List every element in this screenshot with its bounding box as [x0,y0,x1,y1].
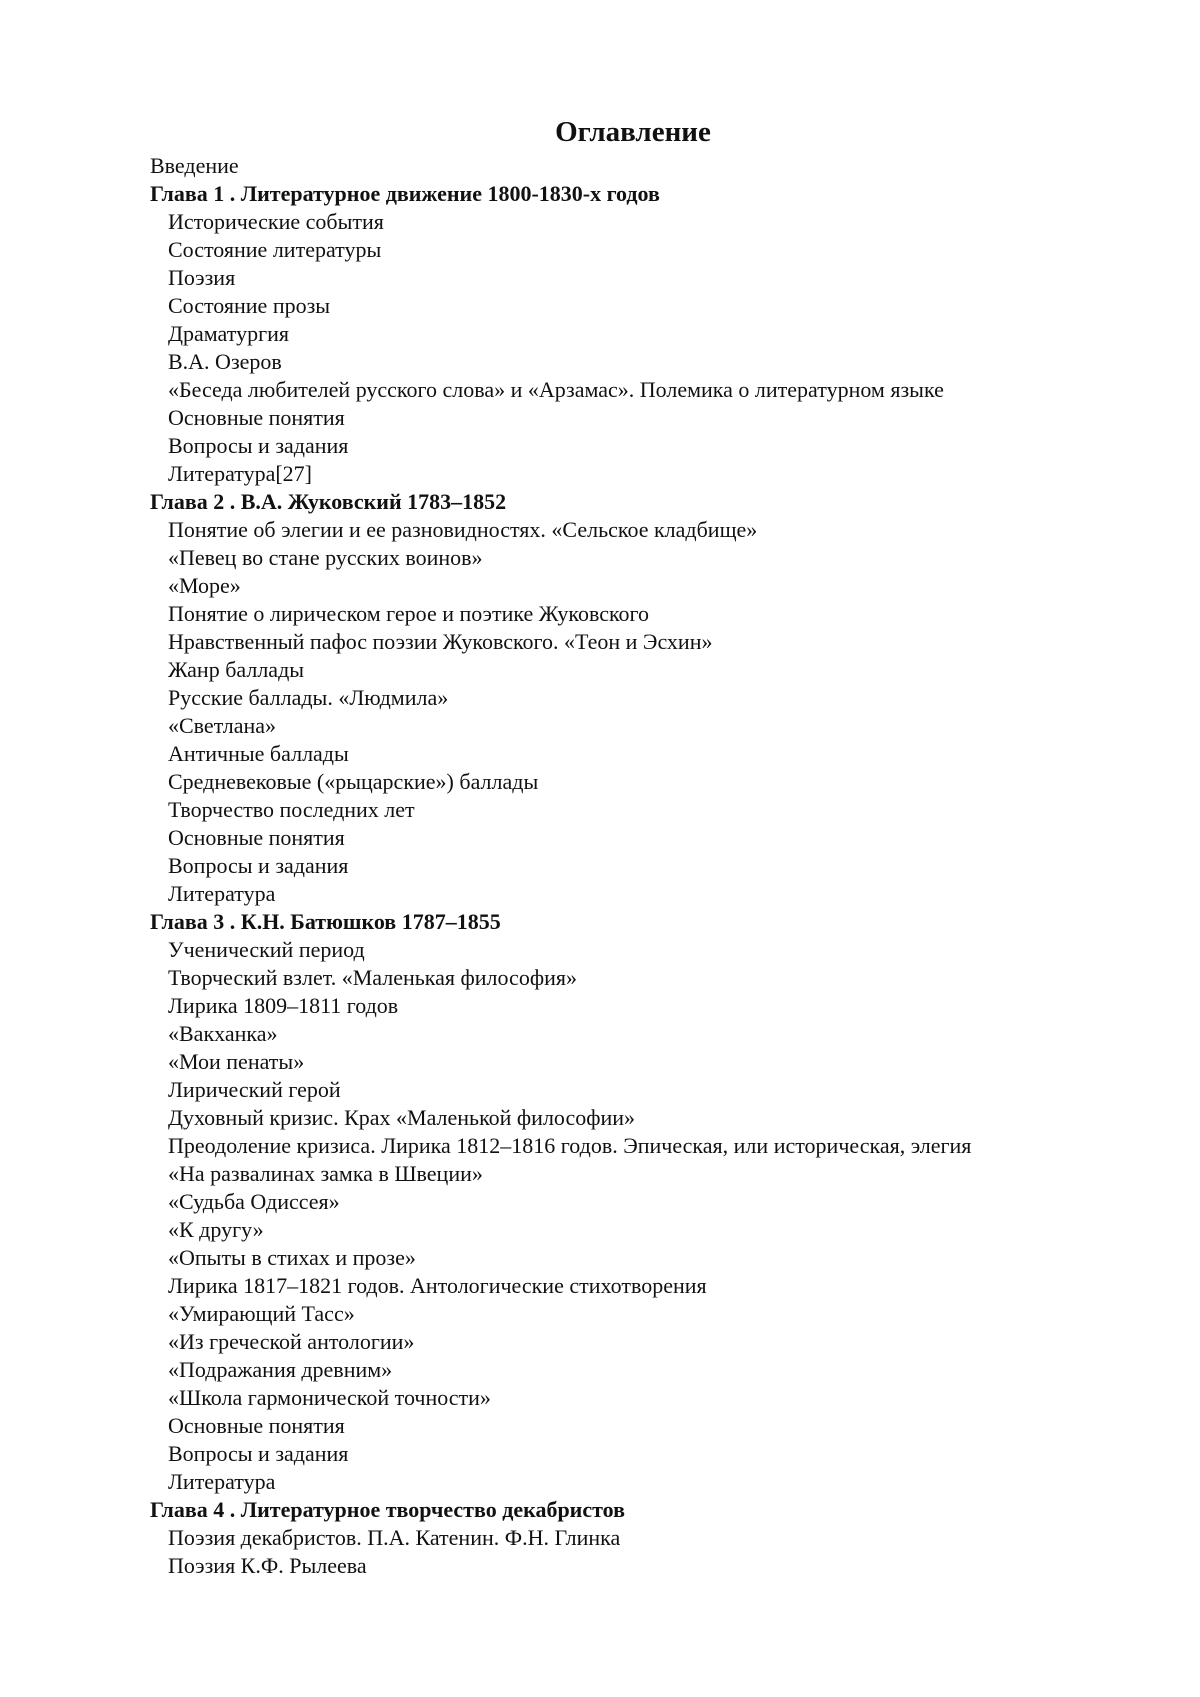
toc-section-link[interactable]: Состояние прозы [168,293,331,318]
toc-section-link[interactable]: «Школа гармонической точности» [168,1385,491,1410]
toc-section-link[interactable]: Поэзия К.Ф. Рылеева [168,1553,367,1578]
toc-section-link[interactable]: Духовный кризис. Крах «Маленькой философии» [168,1105,636,1130]
toc-section-link[interactable]: «Из греческой антологии» [168,1329,415,1354]
toc-section-link[interactable]: Основные понятия [168,825,345,850]
toc-section-link[interactable]: Литература [168,881,276,906]
toc-section-link[interactable]: Творчество последних лет [168,797,415,822]
toc-chapter-link[interactable]: Глава 3 . К.Н. Батюшков 1787–1855 [150,909,501,934]
toc-section-link[interactable]: «Беседа любителей русского слова» и «Арзамас». Полемика о литературном языке [168,377,944,402]
toc-chapter-link[interactable]: Глава 2 . В.А. Жуковский 1783–1852 [150,489,507,514]
toc-chapter-link[interactable]: Глава 1 . Литературное движение 1800-1830-х годов [150,181,660,206]
toc-section-link[interactable]: «Певец во стане русских воинов» [168,545,483,570]
table-of-contents [150,152,1150,1580]
toc-section-link[interactable]: «Море» [168,573,241,598]
toc-section-link[interactable]: Основные понятия [168,1413,345,1438]
toc-section-link[interactable]: Русские баллады. «Людмила» [168,685,449,710]
toc-section-link[interactable]: «Умирающий Тасс» [168,1301,355,1326]
toc-section-link[interactable]: Преодоление кризиса. Лирика 1812–1816 годов. Эпическая, или историческая, элегия [168,1133,972,1158]
toc-section-link[interactable]: Драматургия [168,321,289,346]
toc-section-link[interactable]: «Мои пенаты» [168,1049,305,1074]
toc-section-link[interactable]: Вопросы и задания [168,853,349,878]
toc-section-link[interactable]: Античные баллады [168,741,349,766]
toc-section-link[interactable]: Лирика 1817–1821 годов. Антологические стихотворения [168,1273,707,1298]
toc-section-link[interactable]: Вопросы и задания [168,1441,349,1466]
toc-section-link[interactable]: Основные понятия [168,405,345,430]
toc-section-link[interactable]: «Подражания древним» [168,1357,393,1382]
toc-section-link[interactable]: Ученический период [168,937,365,962]
toc-chapter-link[interactable]: Глава 4 . Литературное творчество декабристов [150,1497,625,1522]
page-title: Оглавление [555,116,711,148]
toc-section-link[interactable]: Литература[27] [168,461,313,486]
toc-section-link[interactable]: «Вакханка» [168,1021,278,1046]
toc-section-link[interactable]: «Судьба Одиссея» [168,1189,340,1214]
toc-section-link[interactable]: Нравственный пафос поэзии Жуковского. «Теон и Эсхин» [168,629,713,654]
toc-section-link[interactable]: Лирический герой [168,1077,341,1102]
toc-section-link[interactable]: Лирика 1809–1811 годов [168,993,399,1018]
toc-section-link[interactable]: Понятие об элегии и ее разновидностях. «Сельское кладбище» [168,517,758,542]
toc-section-link[interactable]: Исторические события [168,209,384,234]
toc-section-link[interactable]: «К другу» [168,1217,264,1242]
toc-section-link[interactable]: Понятие о лирическом герое и поэтике Жуковского [168,601,650,626]
toc-section-link[interactable]: Поэзия декабристов. П.А. Катенин. Ф.Н. Глинка [168,1525,621,1550]
toc-section-link[interactable]: Состояние литературы [168,237,382,262]
toc-section-link[interactable]: Творческий взлет. «Маленькая философия» [168,965,577,990]
toc-section-link[interactable]: «На развалинах замка в Швеции» [168,1161,483,1186]
toc-section-link[interactable]: Средневековые («рыцарские») баллады [168,769,539,794]
toc-section-link[interactable]: Жанр баллады [168,657,305,682]
toc-section-link[interactable]: Вопросы и задания [168,433,349,458]
toc-section-link[interactable]: «Светлана» [168,713,277,738]
toc-intro-link[interactable]: Введение [150,153,239,178]
toc-section-link[interactable]: Поэзия [168,265,236,290]
toc-section-link[interactable]: Литература [168,1469,276,1494]
toc-section-link[interactable]: В.А. Озеров [168,349,282,374]
toc-section-link[interactable]: «Опыты в стихах и прозе» [168,1245,416,1270]
